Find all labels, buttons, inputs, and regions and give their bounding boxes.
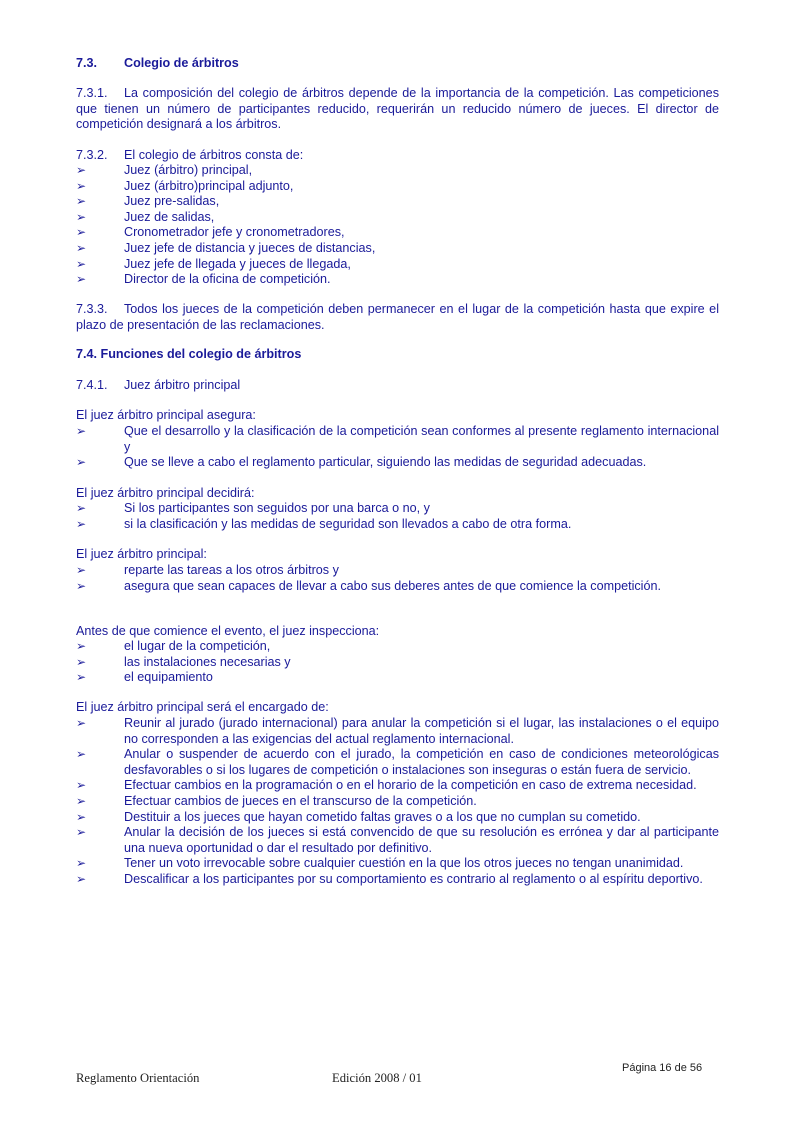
- list-item: [76, 257, 719, 273]
- intro-principal: El juez árbitro principal:: [76, 547, 207, 561]
- bullet-list-colegio: [76, 163, 719, 288]
- arrow-bullet-icon: ➢: [76, 178, 87, 193]
- section-title: Colegio de árbitros: [124, 56, 239, 70]
- footer-edition: Edición 2008 / 01: [332, 1071, 422, 1085]
- intro-decidira: El juez árbitro principal decidirá:: [76, 486, 255, 500]
- list-item-text: el equipamiento: [124, 670, 213, 685]
- intro-inspecciona: Antes de que comience el evento, el juez inspecciona:: [76, 624, 380, 638]
- paragraph-7-3-2: [76, 148, 719, 164]
- list-item-text: Que el desarrollo y la clasificación de la competición sean conformes al presente reglamento internacional y: [124, 424, 719, 454]
- list-item-text: Juez (árbitro) principal,: [124, 163, 253, 177]
- paragraph-text: Todos los jueces de la competición deben permanecer en el lugar de la competición hasta que expire el plazo de presentación de las reclamaciones.: [76, 302, 719, 332]
- section-number: 7.3.: [76, 56, 98, 70]
- arrow-bullet-icon: ➢: [76, 501, 87, 515]
- paragraph-7-4-1: [76, 378, 719, 394]
- list-item: [76, 210, 719, 226]
- list-item: [76, 501, 719, 517]
- list-item-text: Director de la oficina de competición.: [124, 272, 331, 287]
- arrow-bullet-icon: ➢: [76, 578, 87, 593]
- arrow-bullet-icon: ➢: [76, 424, 87, 438]
- arrow-bullet-icon: ➢: [76, 654, 87, 669]
- list-item: [76, 810, 719, 826]
- bullet-list-encargado: [76, 716, 719, 888]
- arrow-bullet-icon: ➢: [76, 825, 87, 840]
- list-item: [76, 241, 719, 257]
- list-item: [76, 179, 719, 195]
- arrow-bullet-icon: ➢: [76, 563, 87, 577]
- list-item-text: Tener un voto irrevocable sobre cualquier cuestión en la que los otros jueces no tengan unanimidad.: [124, 856, 684, 871]
- arrow-bullet-icon: ➢: [76, 516, 87, 531]
- list-item: [76, 716, 719, 747]
- list-item-text: Efectuar cambios en la programación o en el horario de la competición en caso de extrema necesidad.: [124, 778, 697, 793]
- list-item-text: Juez pre-salidas,: [124, 194, 220, 209]
- arrow-bullet-icon: ➢: [76, 747, 87, 762]
- arrow-bullet-icon: ➢: [76, 209, 87, 224]
- bullet-list-decidira: [76, 501, 719, 532]
- list-item-text: Reunir al jurado (jurado internacional) para anular la competición si el lugar, las instalaciones o el equipo no corresponden a las exigencias del actual reglamento internacional.: [124, 716, 719, 746]
- paragraph-number: 7.3.2.: [76, 148, 108, 162]
- list-item-text: reparte las tareas a los otros árbitros y: [124, 563, 339, 577]
- arrow-bullet-icon: ➢: [76, 716, 87, 730]
- paragraph-number: 7.3.1.: [76, 86, 108, 100]
- list-item: [76, 872, 719, 888]
- list-item: [76, 825, 719, 856]
- section-heading-7-4: 7.4. Funciones del colegio de árbitros: [76, 347, 302, 361]
- paragraph-7-3-1: [76, 86, 719, 133]
- list-item-text: Juez jefe de distancia y jueces de distancias,: [124, 240, 376, 255]
- list-item: [76, 517, 719, 533]
- bullet-list-principal: [76, 563, 719, 594]
- paragraph-text: La composición del colegio de árbitros depende de la importancia de la competición. Las competiciones que tienen un número de participantes reducido, requerirán un reducido número de jueces. El director de competición designará a los árbitros.: [76, 86, 719, 132]
- list-item-text: Juez de salidas,: [124, 209, 215, 224]
- bullet-list-inspecciona: [76, 639, 719, 686]
- paragraph-7-3-3: [76, 302, 719, 333]
- arrow-bullet-icon: ➢: [76, 639, 87, 653]
- list-item: [76, 856, 719, 872]
- list-item: [76, 747, 719, 778]
- intro-encargado: El juez árbitro principal será el encargado de:: [76, 700, 329, 714]
- list-item: [76, 655, 719, 671]
- arrow-bullet-icon: ➢: [76, 871, 87, 886]
- footer-document-title: Reglamento Orientación: [76, 1071, 200, 1085]
- arrow-bullet-icon: ➢: [76, 856, 87, 871]
- arrow-bullet-icon: ➢: [76, 240, 87, 255]
- list-item-text: asegura que sean capaces de llevar a cabo sus deberes antes de que comience la competición.: [124, 578, 661, 593]
- arrow-bullet-icon: ➢: [76, 256, 87, 271]
- list-item-text: el lugar de la competición,: [124, 639, 271, 653]
- list-item: [76, 639, 719, 655]
- page-number: Página 16 de 56: [622, 1062, 703, 1074]
- list-item-text: Juez jefe de llegada y jueces de llegada,: [124, 256, 351, 271]
- arrow-bullet-icon: ➢: [76, 163, 87, 177]
- list-item-text: Efectuar cambios de jueces en el transcurso de la competición.: [124, 793, 477, 808]
- list-item-text: Juez (árbitro)principal adjunto,: [124, 178, 294, 193]
- arrow-bullet-icon: ➢: [76, 670, 87, 685]
- bullet-list-asegura: [76, 424, 719, 471]
- list-item: [76, 778, 719, 794]
- list-item: [76, 579, 719, 595]
- intro-asegura: El juez árbitro principal asegura:: [76, 408, 256, 422]
- list-item-text: si la clasificación y las medidas de seguridad son llevados a cabo de otra forma.: [124, 516, 572, 531]
- list-item: [76, 794, 719, 810]
- arrow-bullet-icon: ➢: [76, 793, 87, 808]
- arrow-bullet-icon: ➢: [76, 778, 87, 793]
- list-item-text: Que se lleve a cabo el reglamento particular, siguiendo las medidas de seguridad adecuadas.: [124, 455, 647, 470]
- paragraph-text: El colegio de árbitros consta de:: [124, 148, 304, 162]
- list-item-text: Destituir a los jueces que hayan cometido faltas graves o a los que no cumplan su cometido.: [124, 809, 641, 824]
- list-item: [76, 272, 719, 288]
- list-item-text: las instalaciones necesarias y: [124, 654, 291, 669]
- list-item-text: Si los participantes son seguidos por una barca o no, y: [124, 501, 430, 515]
- list-item-text: Descalificar a los participantes por su comportamiento es contrario al reglamento o al espíritu deportivo.: [124, 871, 703, 886]
- list-item: [76, 670, 719, 686]
- paragraph-number: 7.4.1.: [76, 378, 108, 392]
- list-item: [76, 163, 719, 179]
- arrow-bullet-icon: ➢: [76, 194, 87, 209]
- paragraph-text: Juez árbitro principal: [124, 378, 241, 392]
- paragraph-number: 7.3.3.: [76, 302, 108, 316]
- arrow-bullet-icon: ➢: [76, 225, 87, 240]
- list-item-text: Anular la decisión de los jueces si está convencido de que su resolución es errónea y dar al participante una nueva oportunidad o dar el resultado por definitivo.: [124, 825, 719, 855]
- list-item: [76, 424, 719, 455]
- list-item: [76, 225, 719, 241]
- arrow-bullet-icon: ➢: [76, 455, 87, 470]
- arrow-bullet-icon: ➢: [76, 272, 87, 287]
- list-item: [76, 455, 719, 471]
- section-heading-7-3: [76, 56, 239, 70]
- arrow-bullet-icon: ➢: [76, 809, 87, 824]
- list-item: [76, 563, 719, 579]
- list-item-text: Anular o suspender de acuerdo con el jurado, la competición en caso de condiciones meteorológicas desfavorables o si los lugares de competición o instalaciones son inseguras o están fuera de servicio.: [124, 747, 719, 777]
- list-item: [76, 194, 719, 210]
- list-item-text: Cronometrador jefe y cronometradores,: [124, 225, 345, 240]
